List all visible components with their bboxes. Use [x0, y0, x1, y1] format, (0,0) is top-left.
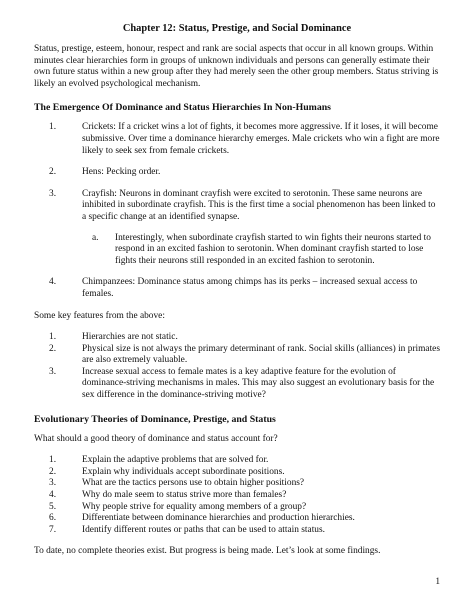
- list-item-text: Hierarchies are not static.: [82, 332, 178, 343]
- list-item-text: Chimpanzees: Dominance status among chimps has its perks – increased sexual access to females.: [82, 277, 418, 299]
- list-number: 4.: [49, 277, 57, 288]
- list-item: [34, 455, 440, 467]
- list-item-text: Hens: Pecking order.: [82, 167, 161, 178]
- list-item-text: Differentiate between dominance hierarchies and production hierarchies.: [82, 513, 355, 524]
- sub-list-item-text: Interestingly, when subordinate crayfish started to win fights their neurons started to respond in an excited fashion to serotonin. When dominant crayfish started to lose fights their neurons still responded in an excited fashion to serotonin.: [115, 232, 431, 266]
- list-number: 5.: [49, 501, 57, 512]
- section-heading-non-humans: The Emergence Of Dominance and Status Hierarchies In Non-Humans: [34, 102, 331, 114]
- theory-requirements-list: [34, 455, 440, 536]
- list-item-text: Identify different routes or paths that can be used to attain status.: [82, 524, 325, 535]
- list-number: 3.: [49, 188, 57, 199]
- document-title: Chapter 12: Status, Prestige, and Social Dominance: [122, 23, 352, 34]
- list-item-text: Why do male seem to status strive more than females?: [82, 490, 287, 501]
- list-item-text: Crickets: If a cricket wins a lot of fights, it becomes more aggressive. If it loses, it will become submissive. Over time a dominance hierarchy emerges. Male crickets who win a fight are more likely to seek sex from female crickets.: [82, 122, 440, 156]
- intro-paragraph: Status, prestige, esteem, honour, respect and rank are social aspects that occur in all known groups. Within minutes clear hierarchies form in groups of unknown individuals and persons can generally estimate their own future status within a new group after they had merely seen the other group members. Status striving is likely an evolved psychological mechanism.: [34, 44, 439, 89]
- list-item: [34, 467, 440, 479]
- list-item-text: Explain the adaptive problems that are solved for.: [82, 455, 269, 466]
- closing-paragraph: To date, no complete theories exist. But progress is being made. Let’s look at some findings.: [34, 546, 381, 557]
- list-item: [34, 277, 440, 300]
- list-number: 2.: [49, 466, 57, 477]
- list-item: [34, 122, 440, 157]
- list-item: [34, 525, 440, 537]
- list-number: 2.: [49, 343, 57, 354]
- list-item: [34, 490, 440, 502]
- list-item-text: Physical size is not always the primary determinant of rank. Social skills (alliances) in primates are also extremely valuable.: [82, 343, 440, 366]
- list-item-text: Increase sexual access to female mates is a key adaptive feature for the evolution of dominance-striving mechanisms in males. This may also suggest an evolutionary basis for the sex difference in the dominance-striving motive?: [82, 366, 435, 401]
- list-item: [34, 344, 440, 367]
- list-item-text: What are the tactics persons use to obtain higher positions?: [82, 478, 305, 489]
- sub-list-item: [82, 233, 440, 268]
- features-intro: Some key features from the above:: [34, 310, 165, 321]
- list-item: [34, 478, 440, 490]
- document-page: [34, 22, 440, 568]
- list-letter: a.: [92, 232, 99, 243]
- page-number: 1: [435, 577, 440, 587]
- list-number: 1.: [49, 332, 57, 343]
- list-item: [34, 332, 440, 344]
- list-item-text: Why people strive for equality among members of a group?: [82, 501, 307, 512]
- list-item: [34, 189, 440, 268]
- list-item-text: Crayfish: Neurons in dominant crayfish were excited to serotonin. These same neurons are inhibited in subordinate crayfish. This is the first time a social phenomenon has been linked to a specific change at an identified synapse.: [82, 188, 436, 222]
- features-list: [34, 332, 440, 402]
- list-number: 3.: [49, 478, 57, 489]
- list-number: 1.: [49, 455, 57, 466]
- list-number: 4.: [49, 490, 57, 501]
- list-number: 7.: [49, 524, 57, 535]
- non-human-list: [34, 122, 440, 300]
- list-item: [34, 367, 440, 402]
- list-item: [34, 513, 440, 525]
- theory-question: What should a good theory of dominance and status account for?: [34, 433, 278, 444]
- section-heading-theories: Evolutionary Theories of Dominance, Prestige, and Status: [34, 413, 276, 425]
- list-number: 3.: [49, 366, 57, 377]
- list-number: 2.: [49, 167, 57, 178]
- list-item: [34, 502, 440, 514]
- list-item-text: Explain why individuals accept subordinate positions.: [82, 466, 285, 477]
- list-number: 1.: [49, 122, 57, 133]
- list-number: 6.: [49, 513, 57, 524]
- list-item: [34, 167, 440, 179]
